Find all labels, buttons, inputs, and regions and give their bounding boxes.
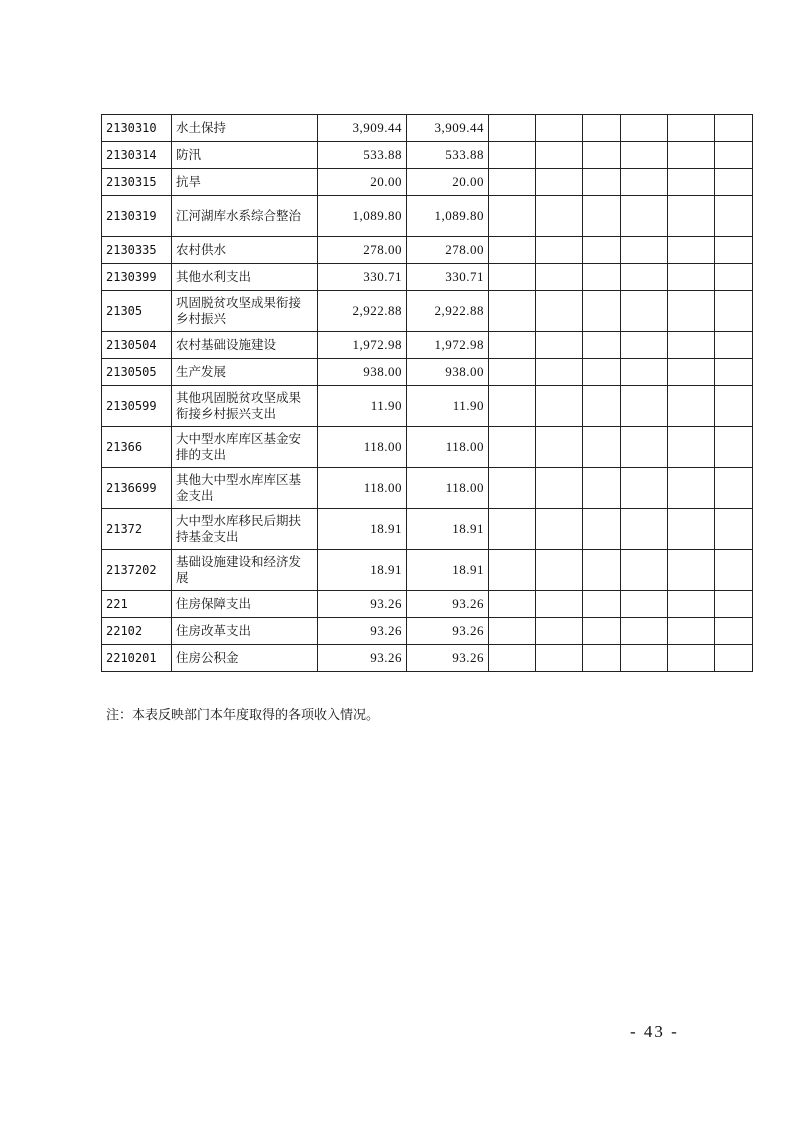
- total-cell: 533.88: [318, 142, 407, 169]
- empty-cell: [489, 645, 536, 672]
- subject-code-cell: 2130399: [102, 264, 172, 291]
- table-body: [102, 115, 753, 672]
- table-row: [102, 264, 753, 291]
- empty-cell: [489, 332, 536, 359]
- empty-cell: [621, 427, 668, 468]
- amount-cell: 330.71: [407, 264, 489, 291]
- empty-cell: [621, 550, 668, 591]
- subject-name-cell: 抗旱: [172, 169, 318, 196]
- subject-code-cell: 2130319: [102, 196, 172, 237]
- empty-cell: [668, 169, 715, 196]
- empty-cell: [536, 169, 583, 196]
- subject-code-cell: 2210201: [102, 645, 172, 672]
- empty-cell: [536, 359, 583, 386]
- empty-cell: [715, 359, 753, 386]
- empty-cell: [621, 169, 668, 196]
- subject-name-cell: 农村供水: [172, 237, 318, 264]
- empty-cell: [715, 169, 753, 196]
- empty-cell: [668, 264, 715, 291]
- table-row: [102, 115, 753, 142]
- empty-cell: [715, 550, 753, 591]
- empty-cell: [489, 550, 536, 591]
- empty-cell: [668, 427, 715, 468]
- total-cell: 3,909.44: [318, 115, 407, 142]
- empty-cell: [489, 591, 536, 618]
- subject-code-cell: 221: [102, 591, 172, 618]
- empty-cell: [583, 386, 621, 427]
- subject-name-cell: 住房保障支出: [172, 591, 318, 618]
- empty-cell: [489, 237, 536, 264]
- empty-cell: [536, 427, 583, 468]
- total-cell: 118.00: [318, 468, 407, 509]
- empty-cell: [668, 618, 715, 645]
- subject-code-cell: 2136699: [102, 468, 172, 509]
- total-cell: 1,089.80: [318, 196, 407, 237]
- empty-cell: [583, 509, 621, 550]
- empty-cell: [489, 618, 536, 645]
- table-row: [102, 427, 753, 468]
- empty-cell: [621, 332, 668, 359]
- total-cell: 93.26: [318, 618, 407, 645]
- empty-cell: [583, 237, 621, 264]
- empty-cell: [489, 509, 536, 550]
- empty-cell: [715, 468, 753, 509]
- subject-code-cell: 2130314: [102, 142, 172, 169]
- table-row: [102, 468, 753, 509]
- empty-cell: [621, 291, 668, 332]
- empty-cell: [668, 645, 715, 672]
- amount-cell: 1,972.98: [407, 332, 489, 359]
- amount-cell: 118.00: [407, 468, 489, 509]
- total-cell: 2,922.88: [318, 291, 407, 332]
- table-note: 注：本表反映部门本年度取得的各项收入情况。: [106, 708, 380, 723]
- total-cell: 330.71: [318, 264, 407, 291]
- subject-name-cell: 生产发展: [172, 359, 318, 386]
- empty-cell: [536, 550, 583, 591]
- total-cell: 118.00: [318, 427, 407, 468]
- table-row: [102, 386, 753, 427]
- empty-cell: [621, 142, 668, 169]
- empty-cell: [536, 291, 583, 332]
- empty-cell: [583, 591, 621, 618]
- empty-cell: [668, 468, 715, 509]
- income-table: [101, 114, 753, 672]
- empty-cell: [583, 142, 621, 169]
- subject-name-cell: 大中型水库库区基金安排的支出: [172, 427, 318, 468]
- subject-name-cell: 农村基础设施建设: [172, 332, 318, 359]
- amount-cell: 1,089.80: [407, 196, 489, 237]
- amount-cell: 93.26: [407, 591, 489, 618]
- empty-cell: [715, 264, 753, 291]
- empty-cell: [621, 509, 668, 550]
- amount-cell: 18.91: [407, 509, 489, 550]
- amount-cell: 93.26: [407, 645, 489, 672]
- empty-cell: [668, 359, 715, 386]
- empty-cell: [489, 468, 536, 509]
- empty-cell: [536, 645, 583, 672]
- table-row: [102, 169, 753, 196]
- empty-cell: [536, 386, 583, 427]
- empty-cell: [583, 468, 621, 509]
- table-row: [102, 291, 753, 332]
- subject-name-cell: 江河湖库水系综合整治: [172, 196, 318, 237]
- table-row: [102, 509, 753, 550]
- subject-name-cell: 住房公积金: [172, 645, 318, 672]
- empty-cell: [621, 468, 668, 509]
- empty-cell: [583, 196, 621, 237]
- empty-cell: [583, 645, 621, 672]
- empty-cell: [583, 427, 621, 468]
- empty-cell: [668, 115, 715, 142]
- empty-cell: [583, 264, 621, 291]
- empty-cell: [621, 359, 668, 386]
- empty-cell: [536, 618, 583, 645]
- total-cell: 18.91: [318, 509, 407, 550]
- empty-cell: [668, 386, 715, 427]
- total-cell: 20.00: [318, 169, 407, 196]
- empty-cell: [536, 196, 583, 237]
- empty-cell: [621, 645, 668, 672]
- total-cell: 93.26: [318, 645, 407, 672]
- page-number: - 43 -: [630, 1022, 679, 1041]
- empty-cell: [715, 509, 753, 550]
- total-cell: 93.26: [318, 591, 407, 618]
- amount-cell: 11.90: [407, 386, 489, 427]
- empty-cell: [583, 169, 621, 196]
- subject-code-cell: 21305: [102, 291, 172, 332]
- total-cell: 18.91: [318, 550, 407, 591]
- empty-cell: [621, 115, 668, 142]
- empty-cell: [536, 332, 583, 359]
- subject-name-cell: 防汛: [172, 142, 318, 169]
- subject-code-cell: 2130505: [102, 359, 172, 386]
- amount-cell: 118.00: [407, 427, 489, 468]
- table-row: [102, 618, 753, 645]
- amount-cell: 278.00: [407, 237, 489, 264]
- subject-code-cell: 2130599: [102, 386, 172, 427]
- total-cell: 278.00: [318, 237, 407, 264]
- empty-cell: [489, 359, 536, 386]
- subject-name-cell: 大中型水库移民后期扶持基金支出: [172, 509, 318, 550]
- empty-cell: [583, 550, 621, 591]
- empty-cell: [536, 468, 583, 509]
- empty-cell: [715, 291, 753, 332]
- empty-cell: [489, 115, 536, 142]
- empty-cell: [536, 142, 583, 169]
- empty-cell: [536, 591, 583, 618]
- empty-cell: [621, 264, 668, 291]
- amount-cell: 93.26: [407, 618, 489, 645]
- empty-cell: [668, 591, 715, 618]
- subject-name-cell: 水土保持: [172, 115, 318, 142]
- empty-cell: [489, 291, 536, 332]
- empty-cell: [715, 237, 753, 264]
- empty-cell: [668, 550, 715, 591]
- amount-cell: 533.88: [407, 142, 489, 169]
- subject-code-cell: 21366: [102, 427, 172, 468]
- subject-code-cell: 2130335: [102, 237, 172, 264]
- table-row: [102, 591, 753, 618]
- empty-cell: [668, 142, 715, 169]
- empty-cell: [583, 359, 621, 386]
- amount-cell: 938.00: [407, 359, 489, 386]
- empty-cell: [715, 332, 753, 359]
- amount-cell: 18.91: [407, 550, 489, 591]
- empty-cell: [489, 142, 536, 169]
- table-row: [102, 550, 753, 591]
- subject-name-cell: 住房改革支出: [172, 618, 318, 645]
- table-row: [102, 142, 753, 169]
- amount-cell: 2,922.88: [407, 291, 489, 332]
- empty-cell: [668, 291, 715, 332]
- subject-code-cell: 2130315: [102, 169, 172, 196]
- table-row: [102, 332, 753, 359]
- empty-cell: [715, 115, 753, 142]
- table-row: [102, 359, 753, 386]
- subject-code-cell: 2130504: [102, 332, 172, 359]
- subject-name-cell: 其他大中型水库库区基金支出: [172, 468, 318, 509]
- empty-cell: [489, 196, 536, 237]
- total-cell: 938.00: [318, 359, 407, 386]
- empty-cell: [668, 237, 715, 264]
- empty-cell: [583, 618, 621, 645]
- total-cell: 11.90: [318, 386, 407, 427]
- subject-code-cell: 2137202: [102, 550, 172, 591]
- empty-cell: [621, 618, 668, 645]
- empty-cell: [715, 645, 753, 672]
- subject-code-cell: 21372: [102, 509, 172, 550]
- empty-cell: [621, 386, 668, 427]
- empty-cell: [489, 169, 536, 196]
- empty-cell: [621, 237, 668, 264]
- empty-cell: [715, 591, 753, 618]
- empty-cell: [536, 264, 583, 291]
- subject-code-cell: 2130310: [102, 115, 172, 142]
- empty-cell: [715, 618, 753, 645]
- amount-cell: 20.00: [407, 169, 489, 196]
- empty-cell: [536, 237, 583, 264]
- empty-cell: [489, 427, 536, 468]
- empty-cell: [489, 264, 536, 291]
- empty-cell: [668, 196, 715, 237]
- empty-cell: [583, 115, 621, 142]
- subject-name-cell: 巩固脱贫攻坚成果衔接乡村振兴: [172, 291, 318, 332]
- amount-cell: 3,909.44: [407, 115, 489, 142]
- table-row: [102, 237, 753, 264]
- subject-code-cell: 22102: [102, 618, 172, 645]
- empty-cell: [621, 196, 668, 237]
- table-row: [102, 196, 753, 237]
- empty-cell: [536, 115, 583, 142]
- empty-cell: [715, 386, 753, 427]
- empty-cell: [583, 332, 621, 359]
- subject-name-cell: 其他巩固脱贫攻坚成果衔接乡村振兴支出: [172, 386, 318, 427]
- empty-cell: [536, 509, 583, 550]
- table-row: [102, 645, 753, 672]
- empty-cell: [583, 291, 621, 332]
- empty-cell: [715, 427, 753, 468]
- subject-name-cell: 其他水利支出: [172, 264, 318, 291]
- empty-cell: [489, 386, 536, 427]
- empty-cell: [715, 142, 753, 169]
- empty-cell: [715, 196, 753, 237]
- empty-cell: [668, 509, 715, 550]
- total-cell: 1,972.98: [318, 332, 407, 359]
- empty-cell: [668, 332, 715, 359]
- subject-name-cell: 基础设施建设和经济发展: [172, 550, 318, 591]
- empty-cell: [621, 591, 668, 618]
